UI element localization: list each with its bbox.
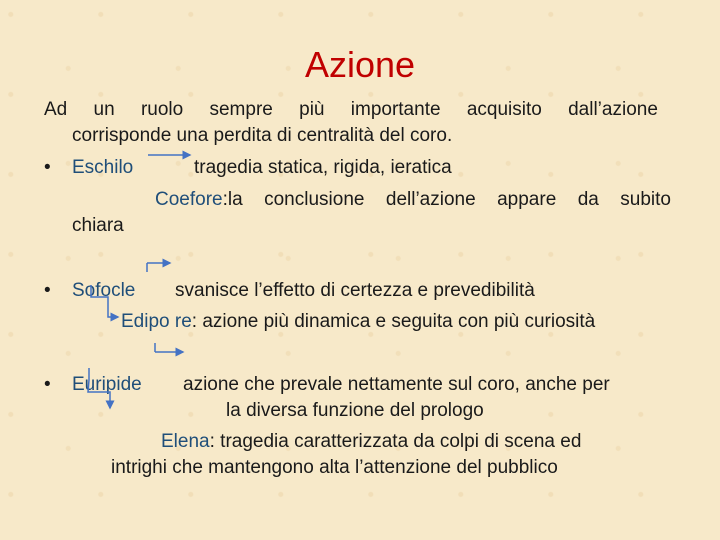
intro-line-1 — [44, 98, 658, 122]
intro-line-2: corrisponde una perdita di centralità del coro. — [72, 125, 453, 146]
sofocle-work-line — [121, 310, 595, 334]
intro-word: più — [299, 99, 325, 120]
eschilo-work-desc-word: dell’azione — [385, 189, 476, 210]
intro-word: acquisito — [466, 99, 542, 120]
euripide-desc-2: la diversa funzione del prologo — [226, 400, 484, 421]
euripide-desc-1: azione che prevale nettamente sul coro, anche per — [183, 374, 610, 395]
euripide-work-desc-2: intrighi che mantengono alta l’attenzione del pubblico — [111, 457, 558, 478]
euripide-work: Elena — [161, 431, 210, 452]
eschilo-work-desc-word: da — [577, 189, 599, 210]
slide-title: Azione — [304, 44, 416, 85]
euripide-name: Euripide — [72, 374, 142, 395]
eschilo-work-line — [155, 188, 671, 212]
intro-word: ruolo — [140, 99, 184, 120]
intro-word: importante — [350, 99, 441, 120]
intro-word: un — [93, 99, 115, 120]
intro-word: Ad — [44, 99, 68, 120]
sofocle-name: Sofocle — [72, 280, 136, 301]
eschilo-work-group — [155, 188, 243, 212]
eschilo-work-desc-word: conclusione — [264, 189, 365, 210]
euripide-work-desc: : tragedia caratterizzata da colpi di scena ed — [209, 431, 582, 452]
sofocle-work: Edipo re — [121, 311, 192, 332]
sofocle-work-desc: : azione più dinamica e seguita con più curiosità — [191, 311, 596, 332]
eschilo-work-desc-word: appare — [497, 189, 557, 210]
sofocle-bullet: • — [44, 280, 51, 301]
intro-word: dall’azione — [568, 99, 658, 120]
euripide-work-line — [161, 430, 581, 454]
euripide-bullet: • — [44, 374, 51, 395]
eschilo-work-desc-tail: chiara — [72, 215, 124, 236]
eschilo-work-desc-word: subito — [620, 189, 671, 210]
eschilo-work-desc-word: :la — [222, 189, 243, 210]
eschilo-work: Coefore — [155, 189, 223, 210]
eschilo-bullet: • — [44, 157, 51, 178]
sofocle-desc: svanisce l’effetto di certezza e prevedibilità — [175, 280, 535, 301]
eschilo-name: Eschilo — [72, 157, 134, 178]
eschilo-desc: tragedia statica, rigida, ieratica — [194, 157, 452, 178]
intro-word: sempre — [209, 99, 273, 120]
